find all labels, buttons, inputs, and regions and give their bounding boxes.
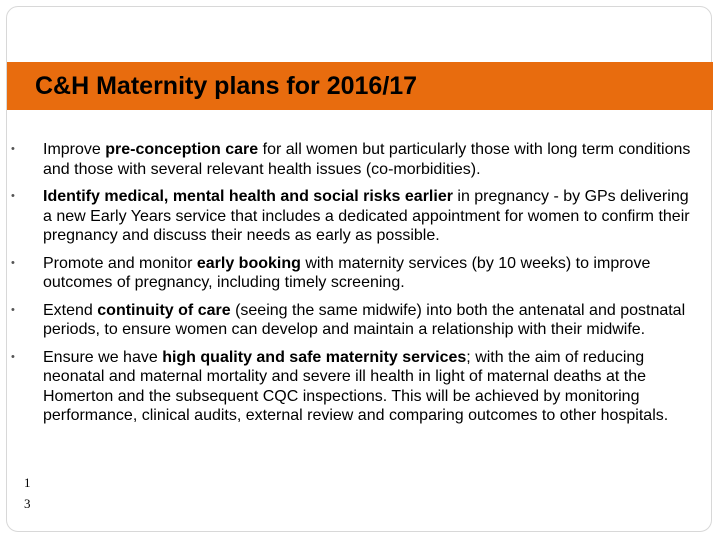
page-number-digit: 3 [24,496,31,511]
bullet-segment: ; with the aim of reducing neonatal and maternal mortality and severe ill health in light of maternal deaths at the Homerton and the subsequent CQC inspections. This will be achieved by monitoring performance, clinical audits, external review and comparing outcomes to other hospitals. [43,348,669,424]
bullet-segment: Promote and monitor [43,254,197,272]
bullet-segment: Ensure we have [43,348,163,366]
bullet-segment: in pregnancy - by GPs delivering a new Early Years service that includes a dedicated appointment for women to confirm their pregnancy and discuss their needs as early as possible. [43,188,690,244]
bullet-emphasis: Identify medical, mental health and social risks earlier [43,188,453,205]
slide-title: C&H Maternity plans for 2016/17 [35,72,418,100]
bullet-segment: Improve [43,141,106,158]
bullet-text [43,188,690,244]
page-number [24,472,31,514]
bullet-segment: Extend [43,301,98,319]
bullet-emphasis: high quality and safe maternity services [162,348,467,366]
bullet-text [43,141,690,178]
bullet-item [0,254,720,293]
bullet-dot-icon: • [11,143,15,155]
bullet-emphasis: continuity of care [97,301,231,319]
bullet-item [0,301,720,340]
bullet-item [0,187,720,246]
bullet-item [0,348,720,426]
bullet-item [0,140,720,179]
bullet-list [0,140,720,434]
bullet-emphasis: pre-conception care [105,141,259,158]
bullet-dot-icon: • [11,190,15,202]
bullet-dot-icon: • [11,350,15,363]
bullet-emphasis: early booking [196,254,301,272]
bullet-text [43,349,668,425]
bullet-segment: with maternity services (by 10 weeks) to improve outcomes of pregnancy, including timely screening. [43,254,651,291]
page-number-digit: 1 [24,475,31,490]
bullet-dot-icon: • [11,303,15,316]
bullet-dot-icon: • [11,256,15,269]
bullet-text [43,302,685,339]
bullet-text [43,255,650,292]
bullet-segment: (seeing the same midwife) into both the antenatal and postnatal periods, to ensure women can develop and maintain a relationship with their midwife. [43,301,686,338]
bullet-segment: for all women but particularly those with long term conditions and those with several relevant health issues (co-morbidities). [43,141,691,178]
